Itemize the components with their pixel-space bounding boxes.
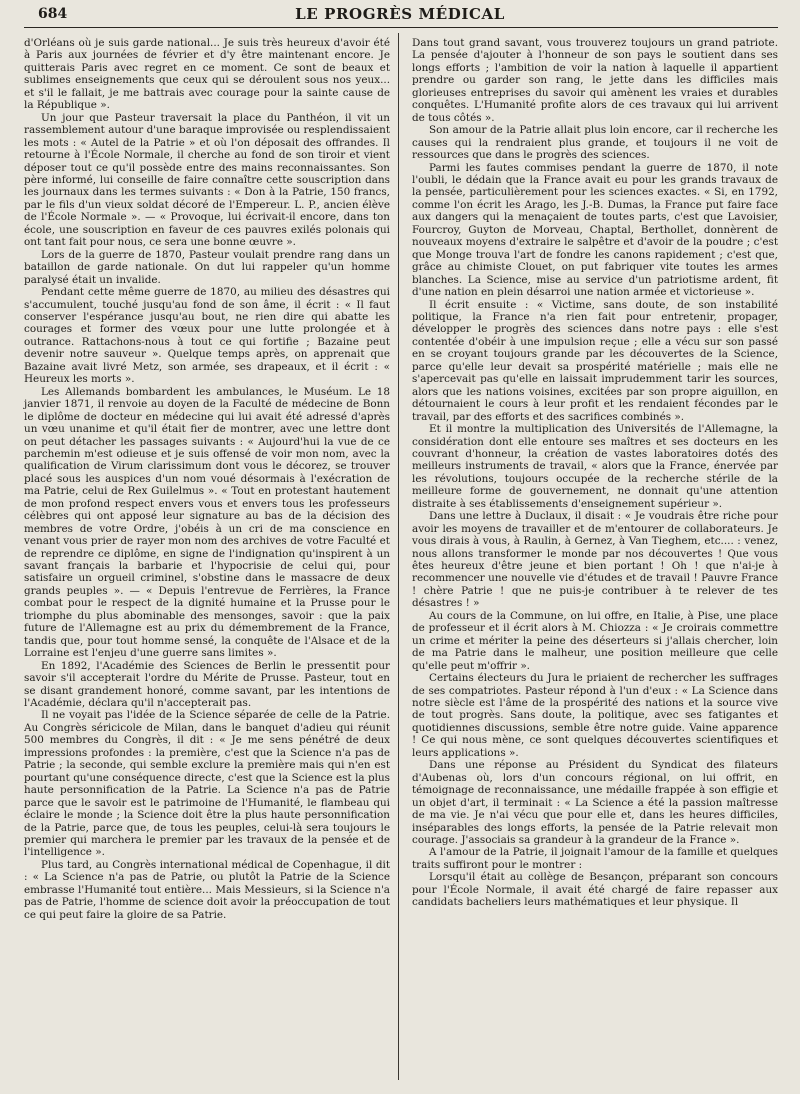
paragraph: d'Orléans où je suis garde national... Je suis très heureux d'avoir été à Paris aux journées de février et d'y être maintenant encore. Je quitterais Paris avec regret en ce moment. Ce sont de beaux et sublimes enseignements que ceux qui se déroulent sous nos yeux... et s'il le fallait, je me battrais avec courage pour la sainte cause de la République ». — [24, 37, 390, 112]
paragraph: Dans tout grand savant, vous trouverez toujours un grand patriote. La pensée d'ajouter à l'honneur de son pays le soutient dans ses longs efforts ; l'ambition de voir la nation à laquelle il appartient prendre ou garder son rang, le jette dans les difficiles mais glorieuses entreprises du savoir qui amènent les vraies et durables conquêtes. L'Humanité profite alors de ces travaux qui lui arrivent de tous côtés ». — [412, 37, 778, 124]
paragraph: Lorsqu'il était au collège de Besançon, préparant son concours pour l'École Normale, il avait été chargé de faire repasser aux candidats bacheliers leurs mathématiques et leur physique. Il — [412, 871, 778, 909]
paragraph: Parmi les fautes commises pendant la guerre de 1870, il note l'oubli, le dédain que la France avait eu pour les grands travaux de la pensée, particulièrement pour les sciences exactes. « Si, en 1792, comme l'on écrit les Arago, les J.-B. Dumas, la France put faire face aux dangers qui la menaçaient de toutes parts, c'est que Lavoisier, Fourcroy, Guyton de Morveau, Chaptal, Berthollet, donnèrent de nouveaux moyens d'extraire le salpêtre et d'avoir de la poudre ; c'est que Monge trouva l'art de fondre les canons rapidement ; c'est que, grâce au chimiste Clouet, on put fabriquer vite toutes les armes blanches. La Science, mise au service d'un patriotisme ardent, fit d'une nation en plein désarroi une nation armée et victorieuse ». — [412, 161, 778, 299]
column-divider — [398, 33, 399, 1080]
paragraph: Pendant cette même guerre de 1870, au milieu des désastres qui s'accumulent, touché jusqu'au fond de son âme, il écrit : « Il faut conserver l'espérance jusqu'au bout, ne rien dire qui abatte les courages et former des vœux pour une lutte prolongée et à outrance. Rattachons-nous à tout ce qui fortifie ; Bazaine peut devenir notre sauveur ». Quelque temps après, on apprenait que Bazaine avait livré Metz, son armée, ses drapeaux, et il écrit : « Heureux les morts ». — [24, 286, 390, 386]
paragraph: Il ne voyait pas l'idée de la Science séparée de celle de la Patrie. Au Congrès séricicole de Milan, dans le banquet d'adieu qui réunit 500 membres du Congrès, il dit : « Je me sens pénétré de deux impressions profondes : la première, c'est que la Science n'a pas de Patrie ; la seconde, qui semble exclure la première mais qui n'en est pourtant qu'une conséquence directe, c'est que la Science est la plus haute personnification de la Patrie. La Science n'a pas de Patrie parce que le savoir est le patrimoine de l'Humanité, le flambeau qui éclaire le monde ; la Science doit être la plus haute personnification de la Patrie, parce que, de tous les peuples, celui-là sera toujours le premier qui marchera le premier par les travaux de la pensée et de l'intelligence ». — [24, 709, 390, 859]
paragraph: Certains électeurs du Jura le priaient de rechercher les suffrages de ses compatriotes. Pasteur répond à l'un d'eux : « La Science dans notre siècle est l'âme de la prospérité des nations et la source vive de tout progrès. Sans doute, la politique, avec ses fatigantes et quotidiennes discussions, semble être notre guide. Vaine apparence ! Ce qui nous mène, ce sont quelques découvertes scientifiques et leurs applications ». — [412, 672, 778, 759]
paragraph: Au cours de la Commune, on lui offre, en Italie, à Pise, une place de professeur et il écrit alors à M. Chiozza : « Je croirais commettre un crime et mériter la peine des déserteurs si j'allais chercher, loin de ma Patrie dans le malheur, une position meilleure que celle qu'elle peut m'offrir ». — [412, 609, 778, 672]
paragraph: Son amour de la Patrie allait plus loin encore, car il recherche les causes qui la rendraient plus grande, et toujours il ne voit de ressources que dans le progrès des sciences. — [412, 124, 778, 162]
right-column — [412, 37, 778, 909]
paragraph: A l'amour de la Patrie, il joignait l'amour de la famille et quelques traits suffiront pour le montrer : — [412, 846, 778, 871]
paragraph: Un jour que Pasteur traversait la place du Panthéon, il vit un rassemblement autour d'une baraque improvisée ou resplendissaient les mots : « Autel de la Patrie » et où l'on déposait des offrandes. Il retourne à l'École Normale, il cherche au fond de son tiroir et vient déposer tout ce qu'il possède entre des mains reconnaissantes. Son père informé, lui conseille de faire connaître cette souscription dans les journaux dans les termes suivants : « Don à la Patrie, 150 francs, par le fils d'un vieux soldat décoré de l'Empereur. L. P., ancien élève de l'École Normale ». — « Provoque, lui écrivait-il encore, dans ton école, une souscription en faveur de ces pauvres exilés polonais qui ont tant fait pour nous, ce sera une bonne œuvre ». — [24, 111, 390, 249]
paragraph: Dans une lettre à Duclaux, il disait : « Je voudrais être riche pour avoir les moyens de travailler et de m'entourer de collaborateurs. Je vous dirais à vous, à Raulin, à Gernez, à Van Tieghem, etc.... : venez, nous allons transformer le monde par nos découvertes ! Que vous êtes heureux d'être jeune et bien portant ! Oh ! que n'ai-je à recommencer une nouvelle vie d'études et de travail ! Pauvre France ! chère Patrie ! que ne puis-je contribuer à te relever de tes désastres ! » — [412, 510, 778, 610]
paragraph: Et il montre la multiplication des Universités de l'Allemagne, la considération dont elle entoure ses maîtres et ses docteurs en les couvrant d'honneur, la création de vastes laboratoires dotés des meilleurs instruments de travail, « alors que la France, énervée par les révolutions, toujours occupée de la recherche stérile de la meilleure forme de gouvernement, ne donnait qu'une attention distraite à ses établissements d'enseignement supérieur ». — [412, 423, 778, 510]
running-title: LE PROGRÈS MÉDICAL — [295, 5, 505, 23]
page-header — [24, 4, 776, 26]
paragraph: Dans une réponse au Président du Syndicat des filateurs d'Aubenas où, lors d'un concours régional, on lui offrit, en témoignage de reconnaissance, une médaille frappée à son effigie et un objet d'art, il terminait : « La Science a été la passion maîtresse de ma vie. Je n'ai vécu que pour elle et, dans les heures difficiles, inséparables des longs efforts, la pensée de la Patrie relevait mon courage. J'associais sa grandeur à la grandeur de la France ». — [412, 759, 778, 846]
header-rule — [24, 27, 778, 28]
paragraph: Plus tard, au Congrès international médical de Copenhague, il dit : « La Science n'a pas de Patrie, ou plutôt la Patrie de la Science embrasse l'Humanité tout entière... Mais Messieurs, si la Science n'a pas de Patrie, l'homme de science doit avoir la préoccupation de tout ce qui peut faire la gloire de sa Patrie. — [24, 858, 390, 921]
left-column — [24, 37, 390, 921]
paragraph: Lors de la guerre de 1870, Pasteur voulait prendre rang dans un bataillon de garde nationale. On dut lui rappeler qu'un homme paralysé était un invalide. — [24, 248, 390, 286]
paragraph: En 1892, l'Académie des Sciences de Berlin le pressentit pour savoir s'il accepterait l'ordre du Mérite de Prusse. Pasteur, tout en se disant grandement honoré, comme savant, par les intentions de l'Académie, déclara qu'il n'accepterait pas. — [24, 659, 390, 710]
page-number: 684 — [38, 6, 68, 22]
paragraph: Il écrit ensuite : « Victime, sans doute, de son instabilité politique, la France n'a rien fait pour entretenir, propager, développer le progrès des sciences dans notre pays : elle s'est contentée d'obéir à une impulsion reçue ; elle a vécu sur son passé en se croyant toujours grande par les découvertes de la Science, parce qu'elle leur devait sa prospérité matérielle ; mais elle ne s'apercevait pas qu'elle en laissait imprudemment tarir les sources, alors que les nations voisines, excitées par son propre aiguillon, en détournaient le cours à leur profit et les rendaient fécondes par le travail, par des efforts et des sacrifices combinés ». — [412, 298, 778, 423]
paragraph: Les Allemands bombardent les ambulances, le Muséum. Le 18 janvier 1871, il renvoie au doyen de la Faculté de médecine de Bonn le diplôme de docteur en médecine qui lui avait été adressé d'après un vœu unanime et qu'il était fier de montrer, avec une lettre dont on peut détacher les passages suivants : « Aujourd'hui la vue de ce parchemin m'est odieuse et je suis offensé de voir mon nom, avec la qualification de Virum clarissimum dont vous le décorez, se trouver placé sous les auspices d'un nom voué désormais à l'exécration de ma Patrie, celui de Rex Guilelmus ». « Tout en protestant hautement de mon profond respect envers vous et envers tous les professeurs célèbres qui ont apposé leur signature au bas de la décision des membres de votre Ordre, j'obéis à un cri de ma conscience en venant vous prier de rayer mon nom des archives de votre Faculté et de reprendre ce diplôme, en signe de l'indignation qu'inspirent à un savant français la barbarie et l'hypocrisie de celui qui, pour satisfaire un orgueil criminel, s'obstine dans le massacre de deux grands peuples ». — « Depuis l'entrevue de Ferrières, la France combat pour le respect de la dignité humaine et la Prusse pour le triomphe du plus abominable des mensonges, savoir : que la paix future de l'Allemagne est au prix du démembrement de la France, tandis que, pour tout homme sensé, la conquête de l'Alsace et de la Lorraine est l'enjeu d'une guerre sans limites ». — [24, 385, 390, 660]
